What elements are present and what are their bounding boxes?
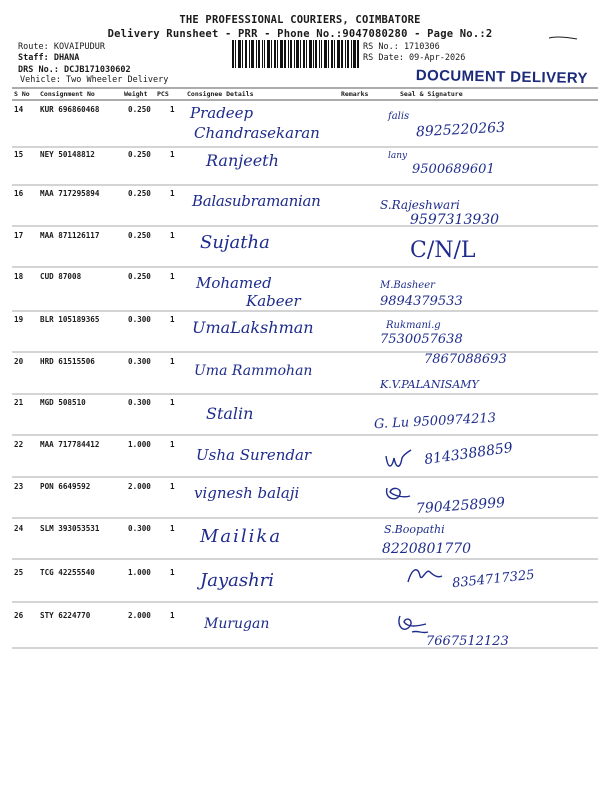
row-pcs: 1 xyxy=(170,398,175,407)
row-consignment: KUR 696860468 xyxy=(40,105,100,114)
row-sno: 16 xyxy=(14,189,24,198)
route-label: Route: KOVAIPUDUR xyxy=(18,42,105,52)
signature-name: M.Basheer xyxy=(380,280,435,291)
signature-name: S.Boopathi xyxy=(384,523,445,536)
signature-phone: 7904258999 xyxy=(415,494,506,518)
row-pcs: 1 xyxy=(170,357,175,366)
row-consignment: CUD 87008 xyxy=(40,272,82,281)
consignee-name: Usha Surendar xyxy=(196,446,312,464)
row-weight: 0.250 xyxy=(128,272,151,281)
rs-date: RS Date: 09-Apr-2026 xyxy=(363,53,466,63)
drs-number: DRS No.: DCJB171030602 xyxy=(18,65,131,75)
consignee-name: Uma Rammohan xyxy=(194,363,313,379)
consignee-name: Balasubramanian xyxy=(192,192,321,210)
pen-mark-scribble xyxy=(548,32,578,42)
row-weight: 0.250 xyxy=(128,150,151,159)
signature-name: Rukmani.g xyxy=(386,320,441,331)
col-header-weight: Weight xyxy=(124,90,148,98)
row-sno: 24 xyxy=(14,524,24,533)
consignee-name: Pradeep xyxy=(190,104,254,122)
document-delivery-stamp: DOCUMENT DELIVERY xyxy=(415,67,589,88)
staff-label: Staff: DHANA xyxy=(18,53,80,63)
signature-phone: 8143388859 xyxy=(423,439,514,469)
row-weight: 0.300 xyxy=(128,398,151,407)
signature-initials: falis xyxy=(388,111,410,122)
col-header-consignee: Consignee Details xyxy=(187,90,254,98)
row-pcs: 1 xyxy=(170,150,175,159)
signature-scribble xyxy=(394,612,430,638)
row-consignment: HRD 61515506 xyxy=(40,357,95,366)
col-header-remarks: Remarks xyxy=(341,90,369,98)
row-pcs: 1 xyxy=(170,440,175,449)
signature-phone: 7867088693 xyxy=(424,352,507,367)
consignee-name: vignesh balaji xyxy=(194,484,300,502)
row-weight: 0.300 xyxy=(128,357,151,366)
consignee-name: Mailika xyxy=(200,526,283,547)
row-weight: 2.000 xyxy=(128,611,151,620)
consignee-name: Stalin xyxy=(206,404,254,423)
row-weight: 0.250 xyxy=(128,105,151,114)
row-weight: 2.000 xyxy=(128,482,151,491)
rs-number: RS No.: 1710306 xyxy=(363,42,440,52)
row-consignment: PON 6649592 xyxy=(40,482,91,491)
row-sno: 26 xyxy=(14,611,24,620)
col-header-pcs: PCS xyxy=(157,90,169,98)
row-pcs: 1 xyxy=(170,231,175,240)
row-sno: 17 xyxy=(14,231,24,240)
signature-name: K.V.PALANISAMY xyxy=(380,378,479,391)
signature-phone: 9894379533 xyxy=(380,294,463,309)
signature-scribble xyxy=(404,562,444,586)
row-pcs: 1 xyxy=(170,524,175,533)
row-sno: 22 xyxy=(14,440,24,449)
row-consignment: MAA 717295894 xyxy=(40,189,100,198)
signature-cnl: C/N/L xyxy=(410,238,476,263)
vehicle-label: Vehicle: Two Wheeler Delivery xyxy=(20,75,169,85)
row-weight: 1.000 xyxy=(128,440,151,449)
signature-phone: 7530057638 xyxy=(380,332,463,347)
signature-phone: G. Lu 9500974213 xyxy=(373,410,497,433)
row-sno: 20 xyxy=(14,357,24,366)
col-header-seal: Seal & Signature xyxy=(400,90,463,98)
row-pcs: 1 xyxy=(170,482,175,491)
row-sno: 14 xyxy=(14,105,24,114)
row-sno: 18 xyxy=(14,272,24,281)
row-weight: 1.000 xyxy=(128,568,151,577)
col-header-sno: S No xyxy=(14,90,30,98)
runsheet-title: Delivery Runsheet - PRR - Phone No.:9047080280 - Page No.:2 xyxy=(107,28,493,40)
consignee-name: Murugan xyxy=(204,616,270,632)
row-consignment: MAA 717784412 xyxy=(40,440,100,449)
signature-name: S.Rajeshwari xyxy=(380,198,460,212)
consignee-name: Ranjeeth xyxy=(206,151,279,170)
row-consignment: BLR 105189365 xyxy=(40,315,100,324)
col-header-consignment: Consignment No xyxy=(40,90,95,98)
signature-phone: 9597313930 xyxy=(410,212,500,228)
consignee-name: UmaLakshman xyxy=(192,318,314,337)
row-pcs: 1 xyxy=(170,272,175,281)
row-sno: 25 xyxy=(14,568,24,577)
signature-phone: 8925220263 xyxy=(415,119,506,141)
row-pcs: 1 xyxy=(170,611,175,620)
consignee-name-line2: Chandrasekaran xyxy=(194,124,320,142)
row-weight: 0.250 xyxy=(128,231,151,240)
row-sno: 23 xyxy=(14,482,24,491)
signature-phone: 8220801770 xyxy=(382,541,472,557)
row-sno: 15 xyxy=(14,150,24,159)
row-consignment: MGD 508510 xyxy=(40,398,86,407)
signature-scribble xyxy=(384,484,412,506)
signature-phone: 8354717325 xyxy=(451,567,536,592)
row-consignment: MAA 871126117 xyxy=(40,231,100,240)
barcode-image xyxy=(232,40,360,68)
row-pcs: 1 xyxy=(170,189,175,198)
company-title: THE PROFESSIONAL COURIERS, COIMBATORE xyxy=(179,14,421,26)
row-consignment: SLM 393053531 xyxy=(40,524,100,533)
row-sno: 21 xyxy=(14,398,24,407)
row-consignment: NEY 50148812 xyxy=(40,150,95,159)
row-weight: 0.300 xyxy=(128,315,151,324)
signature-initials: lany xyxy=(388,151,408,161)
row-sno: 19 xyxy=(14,315,24,324)
row-consignment: TCG 42255540 xyxy=(40,568,95,577)
consignee-name: Jayashri xyxy=(200,570,275,591)
consignee-name: Sujatha xyxy=(200,232,270,253)
consignee-name-line2: Kabeer xyxy=(246,292,301,310)
row-consignment: STY 6224770 xyxy=(40,611,91,620)
row-pcs: 1 xyxy=(170,315,175,324)
signature-scribble xyxy=(384,446,414,472)
row-pcs: 1 xyxy=(170,568,175,577)
consignee-name: Mohamed xyxy=(196,274,272,292)
row-weight: 0.300 xyxy=(128,524,151,533)
signature-phone: 9500689601 xyxy=(412,162,495,177)
row-weight: 0.250 xyxy=(128,189,151,198)
row-pcs: 1 xyxy=(170,105,175,114)
signature-phone: 7667512123 xyxy=(426,634,509,649)
